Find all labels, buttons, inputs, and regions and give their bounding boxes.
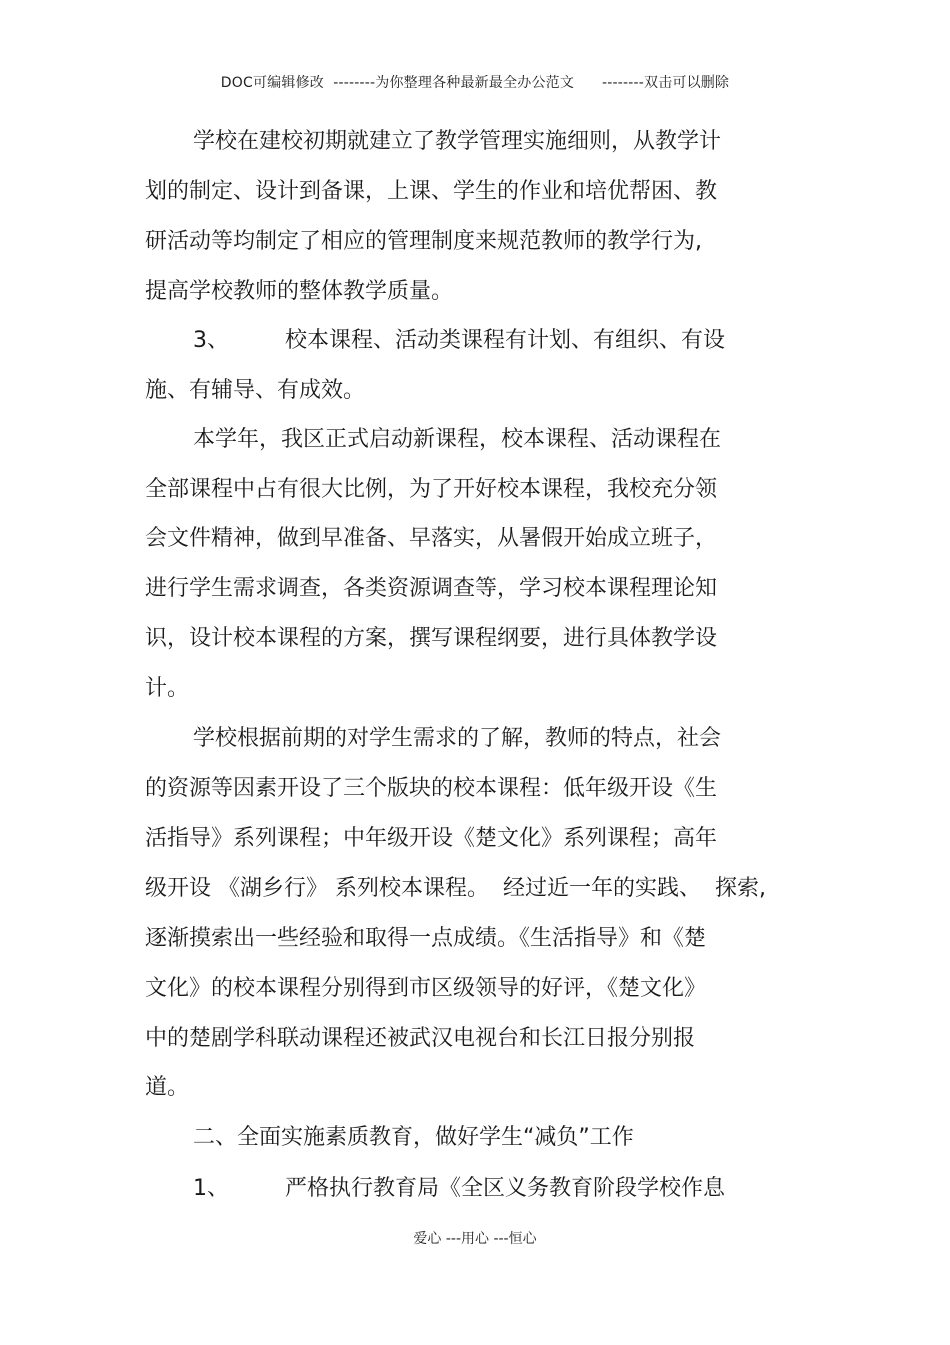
- section-heading-line: 3、 校本课程、活动类课程有计划、有组织、有设: [193, 328, 725, 353]
- paragraph-line: 道。: [145, 1075, 190, 1100]
- paragraph-line: 中的楚剧学科联动课程还被武汉电视台和长江日报分别报: [145, 1026, 696, 1051]
- paragraph-line: 学校根据前期的对学生需求的了解，教师的特点，社会: [193, 726, 722, 751]
- paragraph-line: 文化》的校本课程分别得到市区级领导的好评，《楚文化》: [145, 976, 707, 1001]
- paragraph-line: 识，设计校本课程的方案，撰写课程纲要，进行具体教学设: [145, 626, 718, 651]
- paragraph-line: 施、有辅导、有成效。: [145, 378, 366, 403]
- page-footer: 爱心 ---用心 ---恒心: [413, 1231, 537, 1247]
- paragraph-line: 全部课程中占有很大比例，为了开好校本课程，我校充分领: [145, 477, 718, 502]
- paragraph-line: 划的制定、设计到备课，上课、学生的作业和培优帮困、教: [145, 179, 718, 204]
- paragraph-line: 逐渐摸索出一些经验和取得一点成绩。《生活指导》和《楚: [145, 926, 707, 951]
- page-header: DOC可编辑修改 --------为你整理各种最新最全办公范文 --------双击可以删除: [220, 75, 730, 91]
- paragraph-line: 进行学生需求调查，各类资源调查等，学习校本课程理论知: [145, 576, 718, 601]
- paragraph-line: 会文件精神，做到早准备、早落实，从暑假开始成立班子，: [145, 526, 718, 551]
- paragraph-line: 计。: [145, 676, 190, 701]
- section-heading-line: 1、 严格执行教育局《全区义务教育阶段学校作息: [193, 1176, 725, 1201]
- paragraph-line: 研活动等均制定了相应的管理制度来规范教师的教学行为,: [145, 229, 702, 254]
- paragraph-line: 提高学校教师的整体教学质量。: [145, 279, 454, 304]
- paragraph-line: 活指导》系列课程；中年级开设《楚文化》系列课程；高年: [145, 826, 718, 851]
- paragraph-line: 学校在建校初期就建立了教学管理实施细则，从教学计: [193, 129, 722, 154]
- section-heading-line: 二、全面实施素质教育，做好学生“减负”工作: [193, 1125, 634, 1150]
- paragraph-line: 本学年，我区正式启动新课程，校本课程、活动课程在: [193, 427, 722, 452]
- paragraph-line: 的资源等因素开设了三个版块的校本课程：低年级开设《生: [145, 776, 718, 801]
- paragraph-line: 级开设 《湖乡行》 系列校本课程。 经过近一年的实践、 探索,: [145, 876, 766, 901]
